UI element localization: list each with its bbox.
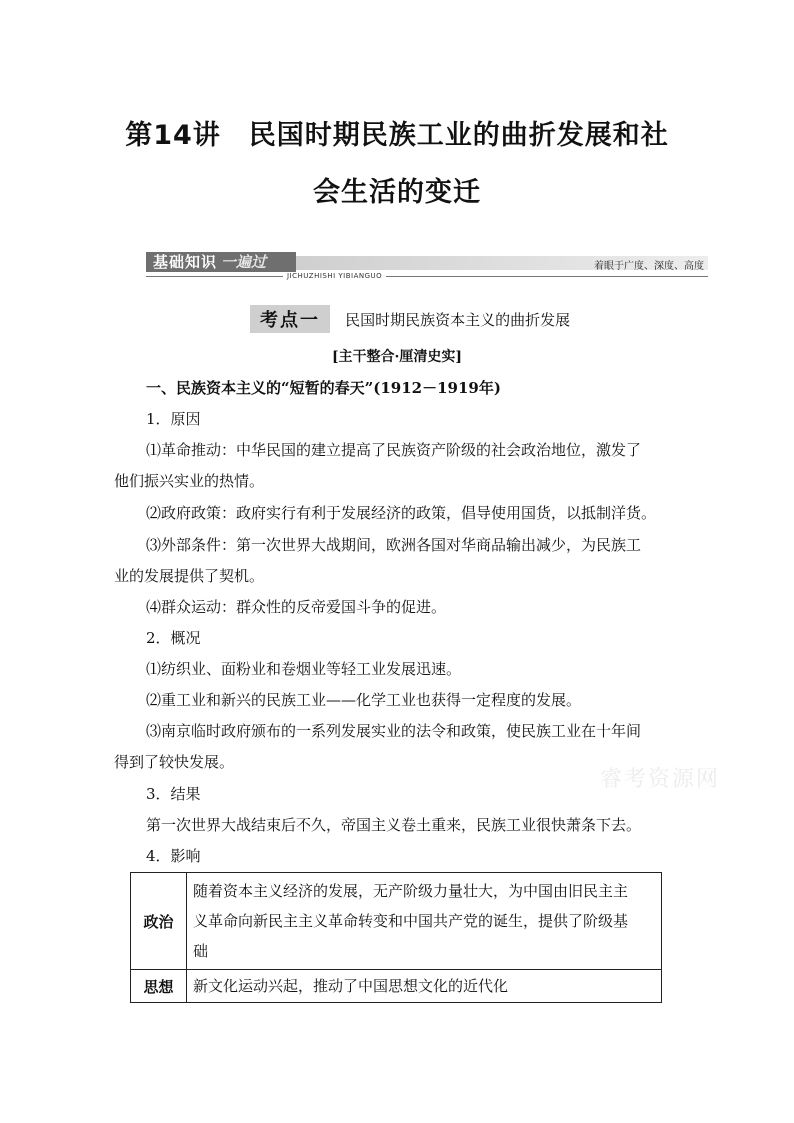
reason-3-line-1: ⑶外部条件：第一次世界大战期间，欧洲各国对华商品输出减少，为民族工 — [146, 536, 642, 554]
banner-label: 基础知识 — [153, 253, 218, 271]
watermark: 睿考资源网 — [600, 767, 721, 792]
kaodian-badge: 考点一 — [250, 305, 330, 333]
result-text: 第一次世界大战结束后不久，帝国主义卷土重来，民族工业很快萧条下去。 — [146, 816, 642, 834]
effect-value-line: 随着资本主义经济的发展，无产阶级力量壮大，为中国由旧民主主 — [193, 882, 629, 900]
reason-2: ⑵政府政策：政府实行有利于发展经济的政策，倡导使用国货，以抵制洋货。 — [146, 504, 657, 522]
effect-value — [187, 873, 662, 970]
banner-tab — [146, 252, 296, 272]
kaodian-title: 民国时期民族资本主义的曲折发展 — [345, 310, 571, 329]
overview-3-line-2: 得到了较快发展。 — [114, 753, 235, 771]
effects-table — [130, 872, 662, 1003]
subsection-heading-overview: 2．概况 — [146, 629, 201, 647]
banner-pinyin: JICHUZHISHI YIBIANGUO — [283, 272, 386, 280]
overview-3-line-1: ⑶南京临时政府颁布的一系列发展实业的法令和政策，使民族工业在十年间 — [146, 722, 642, 740]
effect-key: 思想 — [131, 970, 187, 1003]
table-row — [131, 873, 662, 970]
section-banner — [146, 252, 708, 282]
page-title-line-1: 第14讲 民国时期民族工业的曲折发展和社 — [125, 120, 669, 151]
page-title-line-2: 会生活的变迁 — [313, 177, 481, 208]
effect-value-line: 义革命向新民主主义革命转变和中国共产党的诞生，提供了阶级基 — [193, 912, 629, 930]
section-heading-1: 一、民族资本主义的“短暂的春天”(1912－1919年) — [146, 379, 501, 397]
subheading: [主干整合·厘清史实] — [331, 349, 463, 365]
kaodian-heading — [250, 305, 570, 329]
banner-divider — [146, 276, 708, 277]
overview-1: ⑴纺织业、面粉业和卷烟业等轻工业发展迅速。 — [146, 660, 462, 678]
reason-3-line-2: 业的发展提供了契机。 — [114, 567, 265, 585]
banner-label-sub: 一遍过 — [221, 253, 267, 271]
effect-value-line: 础 — [193, 942, 209, 960]
subsection-heading-reasons: 1．原因 — [146, 410, 201, 428]
reason-4: ⑷群众运动：群众性的反帝爱国斗争的促进。 — [146, 598, 447, 616]
banner-tagline: 着眼于广度、深度、高度 — [594, 261, 704, 272]
reason-1-line-2: 他们振兴实业的热情。 — [114, 472, 265, 490]
overview-2: ⑵重工业和新兴的民族工业——化学工业也获得一定程度的发展。 — [146, 691, 582, 709]
effect-key: 政治 — [131, 873, 187, 970]
effect-value: 新文化运动兴起，推动了中国思想文化的近代化 — [187, 970, 662, 1003]
reason-1-line-1: ⑴革命推动：中华民国的建立提高了民族资产阶级的社会政治地位，激发了 — [146, 441, 642, 459]
subsection-heading-result: 3．结果 — [146, 785, 201, 803]
subsection-heading-effects: 4．影响 — [146, 847, 201, 865]
table-row — [131, 970, 662, 1003]
